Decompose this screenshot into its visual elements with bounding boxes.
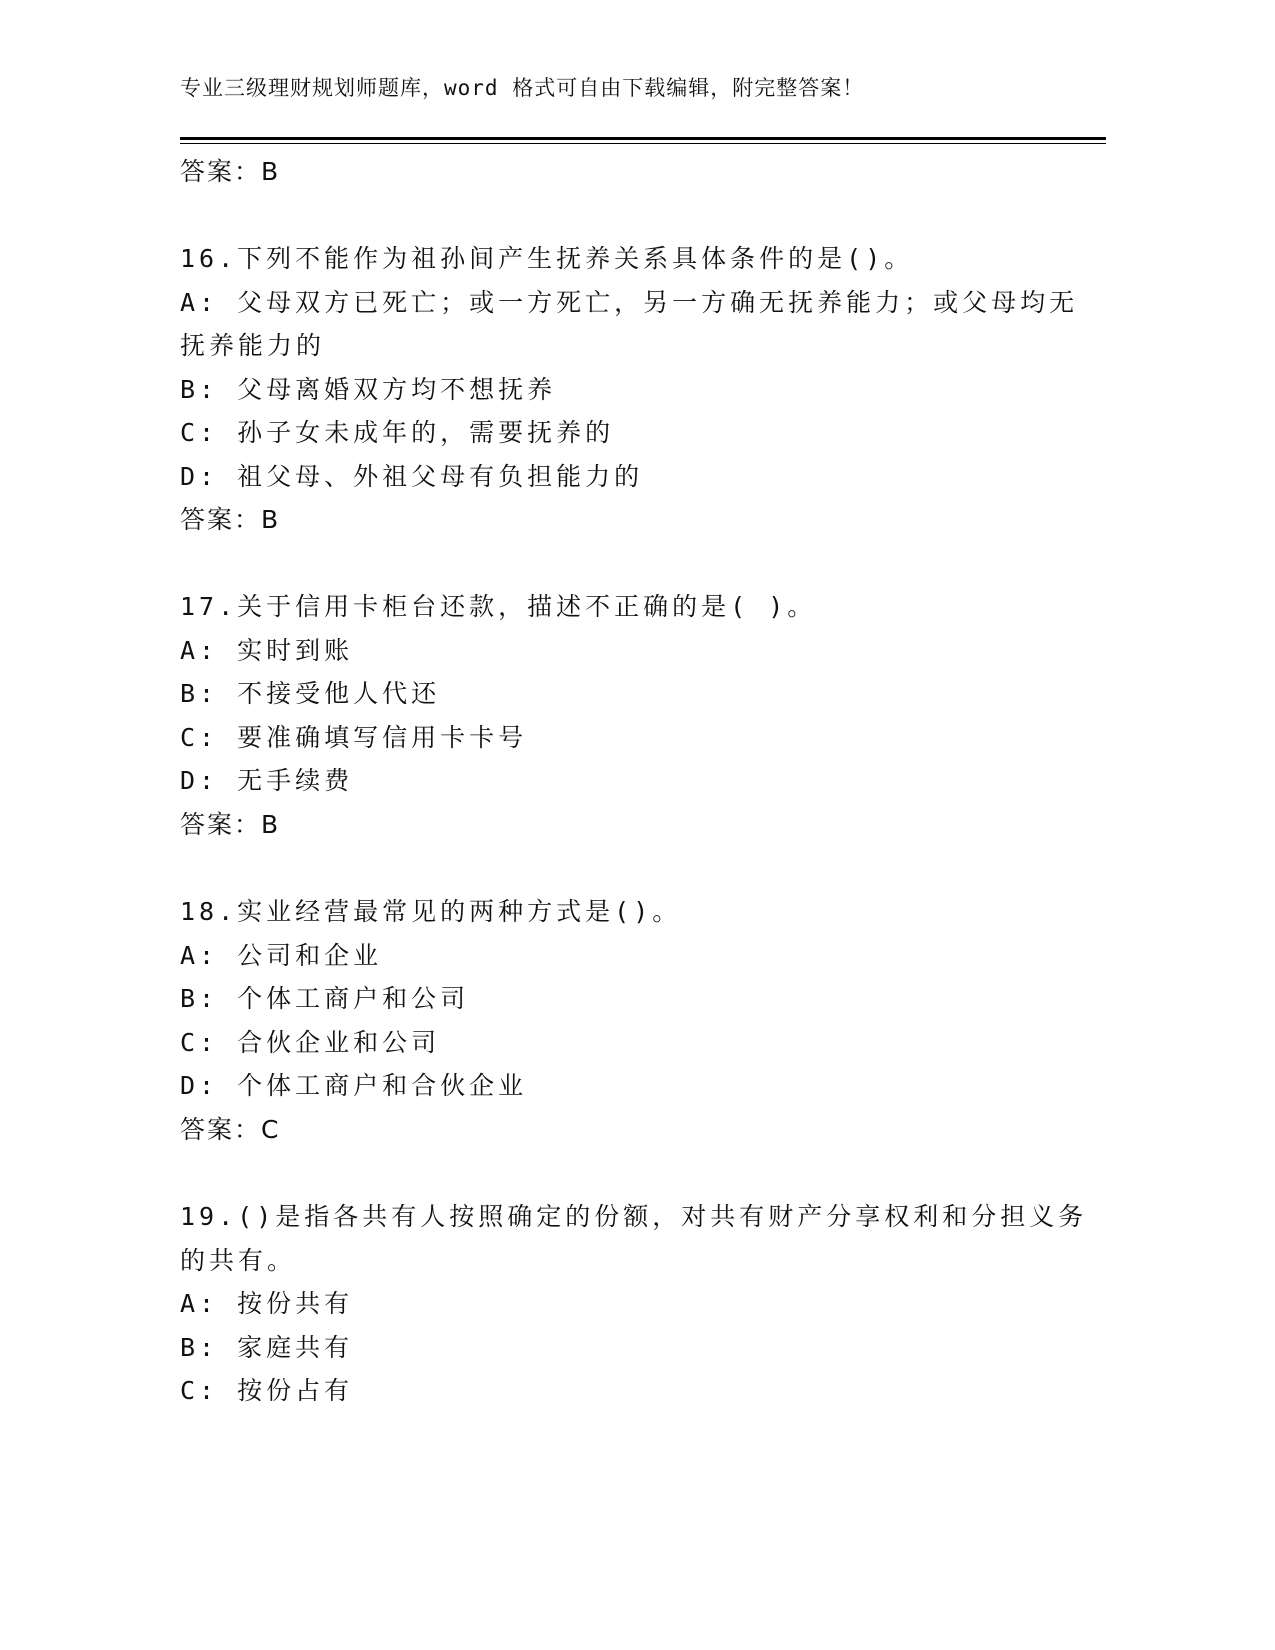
option-d: D: 无手续费 (180, 766, 354, 795)
question-stem-continued: 的共有。 (180, 1245, 297, 1275)
document-header: 专业三级理财规划师题库，word 格式可自由下载编辑，附完整答案！ (180, 76, 865, 100)
option-a: A: 公司和企业 (180, 940, 383, 970)
option-a: A: 父母双方已死亡；或一方死亡，另一方确无抚养能力；或父母均无 (180, 287, 1079, 317)
question-18 (180, 890, 1060, 1151)
question-stem: 17.关于信用卡柜台还款，描述不正确的是( )。 (180, 592, 817, 621)
previous-answer-block (180, 150, 1060, 194)
question-stem: 18.实业经营最常见的两种方式是()。 (180, 897, 682, 926)
question-16 (180, 237, 1079, 542)
answer-line: 答案：B (180, 809, 281, 839)
question-19 (180, 1195, 1088, 1413)
answer-line: 答案：C (180, 1114, 281, 1144)
option-b: B: 家庭共有 (180, 1332, 354, 1362)
option-c: C: 按份占有 (180, 1376, 354, 1405)
option-d: D: 祖父母、外祖父母有负担能力的 (180, 461, 644, 491)
option-c: C: 合伙企业和公司 (180, 1027, 441, 1057)
option-a: A: 实时到账 (180, 635, 354, 665)
option-a: A: 按份共有 (180, 1289, 354, 1318)
answer-line: 答案：B (180, 505, 281, 534)
header-rule (180, 137, 1106, 144)
option-b: B: 个体工商户和公司 (180, 984, 470, 1013)
option-b: B: 父母离婚双方均不想抚养 (180, 374, 557, 404)
option-a-continued: 抚养能力的 (180, 331, 326, 360)
option-d: D: 个体工商户和合伙企业 (180, 1071, 528, 1100)
option-b: B: 不接受他人代还 (180, 679, 441, 708)
question-stem: 19.()是指各共有人按照确定的份额，对共有财产分享权利和分担义务 (180, 1202, 1088, 1231)
option-c: C: 要准确填写信用卡卡号 (180, 722, 528, 752)
answer-line: 答案：B (180, 157, 281, 186)
option-c: C: 孙子女未成年的，需要抚养的 (180, 418, 615, 447)
question-17 (180, 585, 1060, 846)
question-stem: 16.下列不能作为祖孙间产生抚养关系具体条件的是()。 (180, 244, 914, 273)
